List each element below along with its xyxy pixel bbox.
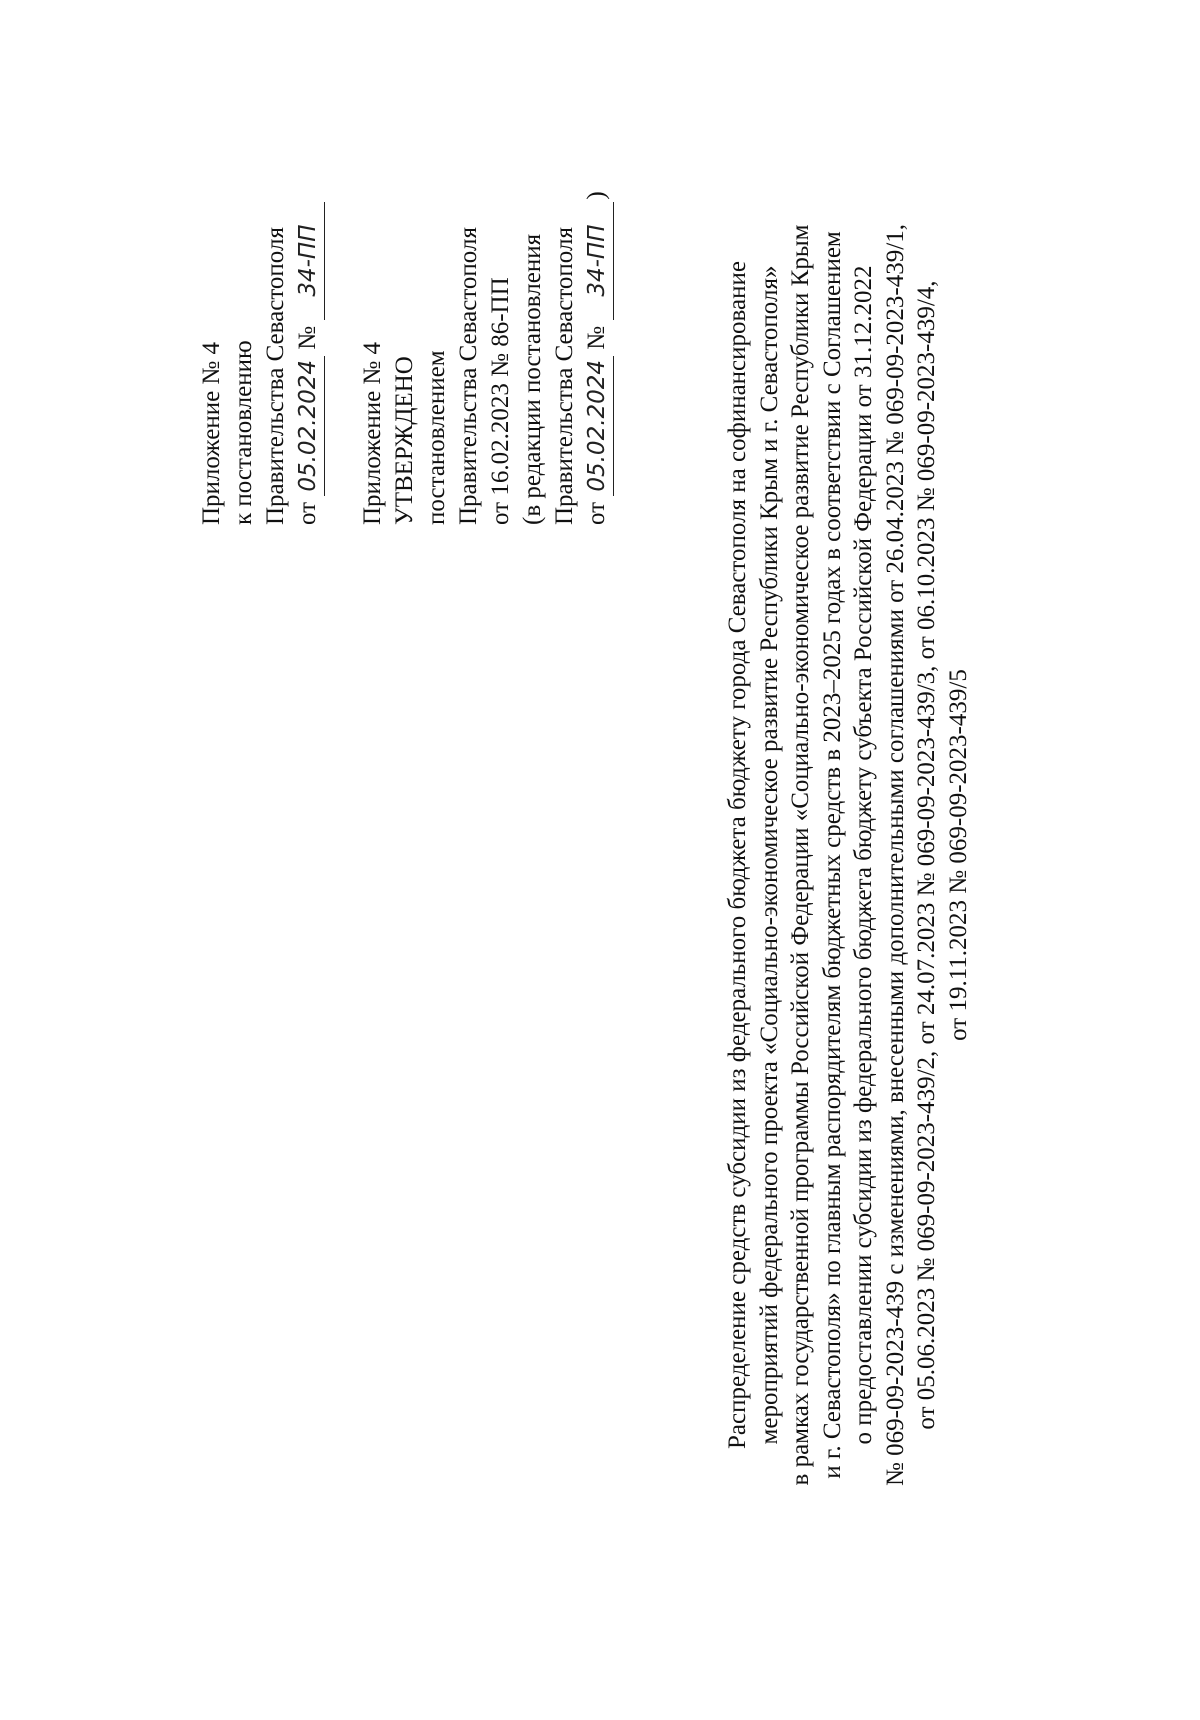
approved-government: Правительства Севастополя xyxy=(455,227,482,525)
date-prefix: от xyxy=(294,501,321,525)
approved-revision-note: (в редакции постановления xyxy=(519,233,546,525)
appendix-number: Приложение № 4 xyxy=(198,341,225,525)
approved-original-decree: от 16.02.2023 № 86-ПП xyxy=(487,277,514,525)
approved-by: постановлением xyxy=(423,350,450,525)
heading-line: и г. Севастополя» по главным распорядителям бюджетных средств в 2023–2025 годах в соответствии с Соглашением xyxy=(818,231,846,1479)
heading-line: в рамках государственной программы Российской Федерации «Социально-экономическое развитие Республики Крым xyxy=(787,224,814,1486)
heading-line: Распределение средств субсидии из федерального бюджета бюджету города Севастополя на софинансирование xyxy=(724,261,751,1449)
approved-date-line xyxy=(581,25,614,525)
heading-line: № 069-09-2023-439 с изменениями, внесенными дополнительными соглашениями от 26.04.2023 № 069-09-2023-439/1, xyxy=(881,224,909,1486)
approved-stamp: УТВЕРЖДЕНО xyxy=(391,356,418,525)
handwritten-number: 34-ПП xyxy=(292,202,325,320)
closing-parenthesis: ) xyxy=(583,191,610,200)
number-prefix: № xyxy=(294,325,321,350)
heading-line: от 19.11.2023 № 069-09-2023-439/5 xyxy=(944,669,972,1041)
heading-line: от 05.06.2023 № 069-09-2023-439/2, от 24.07.2023 № 069-09-2023-439/3, от 06.10.2023 № 069-09-2023-439/4, xyxy=(913,280,940,1430)
block-gap xyxy=(325,25,357,525)
handwritten-date: 05.02.2024 xyxy=(292,356,325,496)
approved-handwritten-number: 34-ПП xyxy=(581,202,614,320)
appendix-header xyxy=(196,25,614,525)
approved-date-prefix: от xyxy=(583,501,610,525)
document-heading xyxy=(722,90,974,1620)
appendix-government: Правительства Севастополя xyxy=(262,227,289,525)
approved-revision-government: Правительства Севастополя xyxy=(551,227,578,525)
approved-number-prefix: № xyxy=(583,325,610,350)
appendix-to-decree: к постановлению xyxy=(230,340,257,525)
heading-line: о предоставлении субсидии из федерального бюджета бюджету субъекта Российской Федерации от 31.12.2022 xyxy=(850,265,877,1445)
appendix-date-line xyxy=(292,25,325,525)
approved-handwritten-date: 05.02.2024 xyxy=(581,356,614,496)
heading-line: мероприятий федерального проекта «Социально-экономическое развитие Республики Крым и г. Севастополя» xyxy=(755,265,783,1445)
approved-appendix-number: Приложение № 4 xyxy=(359,341,386,525)
